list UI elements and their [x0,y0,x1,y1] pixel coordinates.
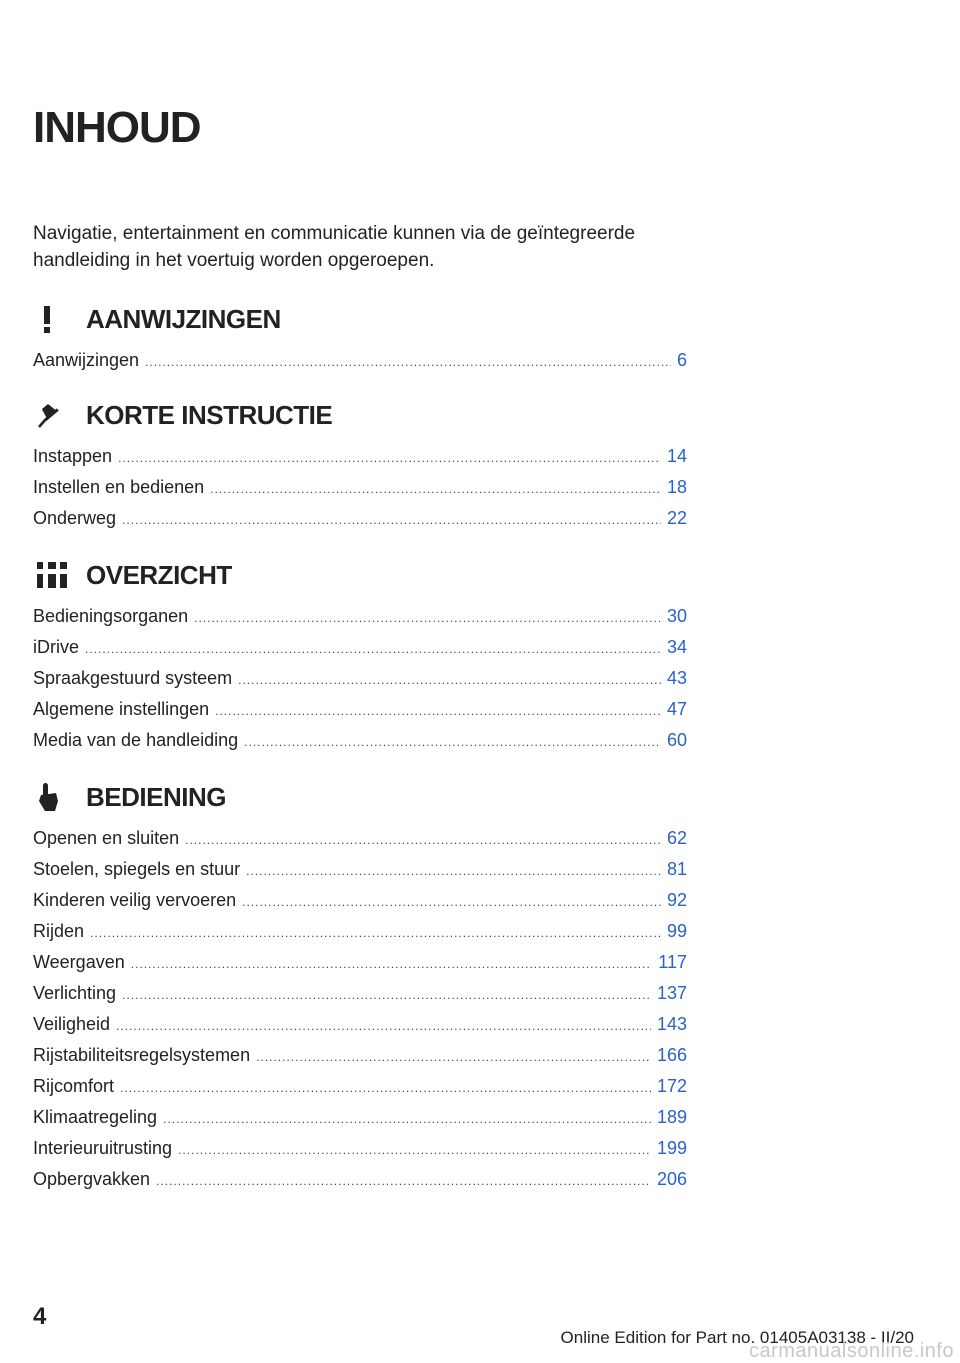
toc-entry[interactable] [33,699,687,730]
toc-entry-label: Algemene instellingen [33,699,210,719]
toc-entry[interactable] [33,1107,687,1138]
toc-entry-label: Verlichting [33,983,117,1003]
toc-entry[interactable] [33,890,687,921]
toc-page-link[interactable]: 99 [666,921,687,941]
section-title: OVERZICHT [86,560,232,590]
toc-page-link[interactable]: 47 [666,699,687,719]
toc-page-link[interactable]: 60 [666,730,687,750]
pushpin-icon [33,398,73,432]
section-aanwijzingen [33,302,687,381]
toc-entry-label: Media van de handleiding [33,730,239,750]
dot-leader [145,355,671,369]
dot-leader [122,988,651,1002]
toc-entry-label: Kinderen veilig vervoeren [33,890,237,910]
toc-entry-label: Rijstabiliteitsregelsystemen [33,1045,251,1065]
toc-page-link[interactable]: 92 [666,890,687,910]
toc-list [33,446,687,539]
toc-list [33,350,687,381]
toc-entry-label: Bedieningsorganen [33,606,189,626]
toc-entry-label: Opbergvakken [33,1169,151,1189]
dot-leader [244,735,661,749]
toc-entry[interactable] [33,921,687,952]
toc-page-link[interactable]: 34 [666,637,687,657]
toc-entry[interactable] [33,637,687,668]
section-overzicht [33,558,687,761]
toc-entry-label: Instappen [33,446,113,466]
section-bediening [33,780,687,1200]
exclamation-icon [33,302,73,336]
toc-page-link[interactable]: 189 [656,1107,687,1127]
toc-page-link[interactable]: 143 [656,1014,687,1034]
toc-entry-label: Instellen en bedienen [33,477,205,497]
dot-leader [120,1081,651,1095]
toc-entry-label: Weergaven [33,952,125,972]
toc-page-link[interactable]: 18 [666,477,687,497]
page-number: 4 [33,1303,47,1330]
toc-entry[interactable] [33,606,687,637]
section-heading [33,558,687,592]
section-heading [33,302,687,336]
section-title: BEDIENING [86,782,226,812]
toc-entry[interactable] [33,446,687,477]
toc-entry[interactable] [33,508,687,539]
toc-page-link[interactable]: 62 [666,828,687,848]
toc-list [33,828,687,1200]
toc-entry[interactable] [33,1138,687,1169]
dot-leader [246,864,661,878]
toc-entry[interactable] [33,477,687,508]
toc-entry[interactable] [33,859,687,890]
toc-entry-label: iDrive [33,637,80,657]
dot-leader [118,451,661,465]
pointing-hand-icon [33,780,73,814]
dot-leader [85,642,661,656]
toc-entry-label: Rijden [33,921,85,941]
section-title: KORTE INSTRUCTIE [86,400,333,430]
section-title: AANWIJZINGEN [86,304,281,334]
dot-leader [131,957,653,971]
toc-entry[interactable] [33,1045,687,1076]
watermark: carmanualsonline.info [748,1340,954,1362]
dot-leader [90,926,661,940]
toc-page-link[interactable]: 14 [666,446,687,466]
dot-leader [210,482,661,496]
toc-page-link[interactable]: 30 [666,606,687,626]
grid-icon [33,558,73,592]
toc-entry[interactable] [33,983,687,1014]
dot-leader [194,611,661,625]
dot-leader [178,1143,651,1157]
toc-list [33,606,687,761]
toc-entry-label: Klimaatregeling [33,1107,158,1127]
toc-entry[interactable] [33,730,687,761]
intro-text: Navigatie, entertainment en communicatie kunnen via de geïntegreerde handleiding in het voertuig worden opgeroepen. [33,223,636,271]
dot-leader [185,833,661,847]
dot-leader [122,513,661,527]
toc-entry-label: Interieuruitrusting [33,1138,173,1158]
toc-entry-label: Spraakgestuurd systeem [33,668,233,688]
toc-page-link[interactable]: 199 [656,1138,687,1158]
dot-leader [242,895,661,909]
section-korte-instructie [33,398,687,539]
toc-page-link[interactable]: 206 [656,1169,687,1189]
toc-entry[interactable] [33,828,687,859]
toc-entry[interactable] [33,668,687,699]
toc-entry[interactable] [33,952,687,983]
page-title: INHOUD [33,103,201,152]
toc-page-link[interactable]: 43 [666,668,687,688]
toc-page-link[interactable]: 22 [666,508,687,528]
dot-leader [238,673,661,687]
section-heading [33,780,687,814]
edition-footer: Online Edition for Part no. 01405A03138 - II/20 [560,1328,914,1347]
toc-entry[interactable] [33,1169,687,1200]
toc-page-link[interactable]: 166 [656,1045,687,1065]
dot-leader [163,1112,651,1126]
toc-entry-label: Openen en sluiten [33,828,180,848]
toc-entry-label: Onderweg [33,508,117,528]
dot-leader [256,1050,651,1064]
toc-entry-label: Stoelen, spiegels en stuur [33,859,241,879]
dot-leader [116,1019,651,1033]
toc-entry[interactable] [33,1014,687,1045]
toc-entry-label: Rijcomfort [33,1076,115,1096]
toc-page-link[interactable]: 172 [656,1076,687,1096]
toc-page-link[interactable]: 117 [658,952,687,972]
dot-leader [215,704,661,718]
toc-entry-label: Veiligheid [33,1014,111,1034]
toc-page-link[interactable]: 81 [666,859,687,879]
toc-page-link[interactable]: 137 [656,983,687,1003]
toc-entry[interactable] [33,350,687,381]
toc-entry[interactable] [33,1076,687,1107]
section-heading [33,398,687,432]
dot-leader [156,1174,651,1188]
toc-entry-label: Aanwijzingen [33,350,140,370]
toc-page-link[interactable]: 6 [676,350,687,370]
